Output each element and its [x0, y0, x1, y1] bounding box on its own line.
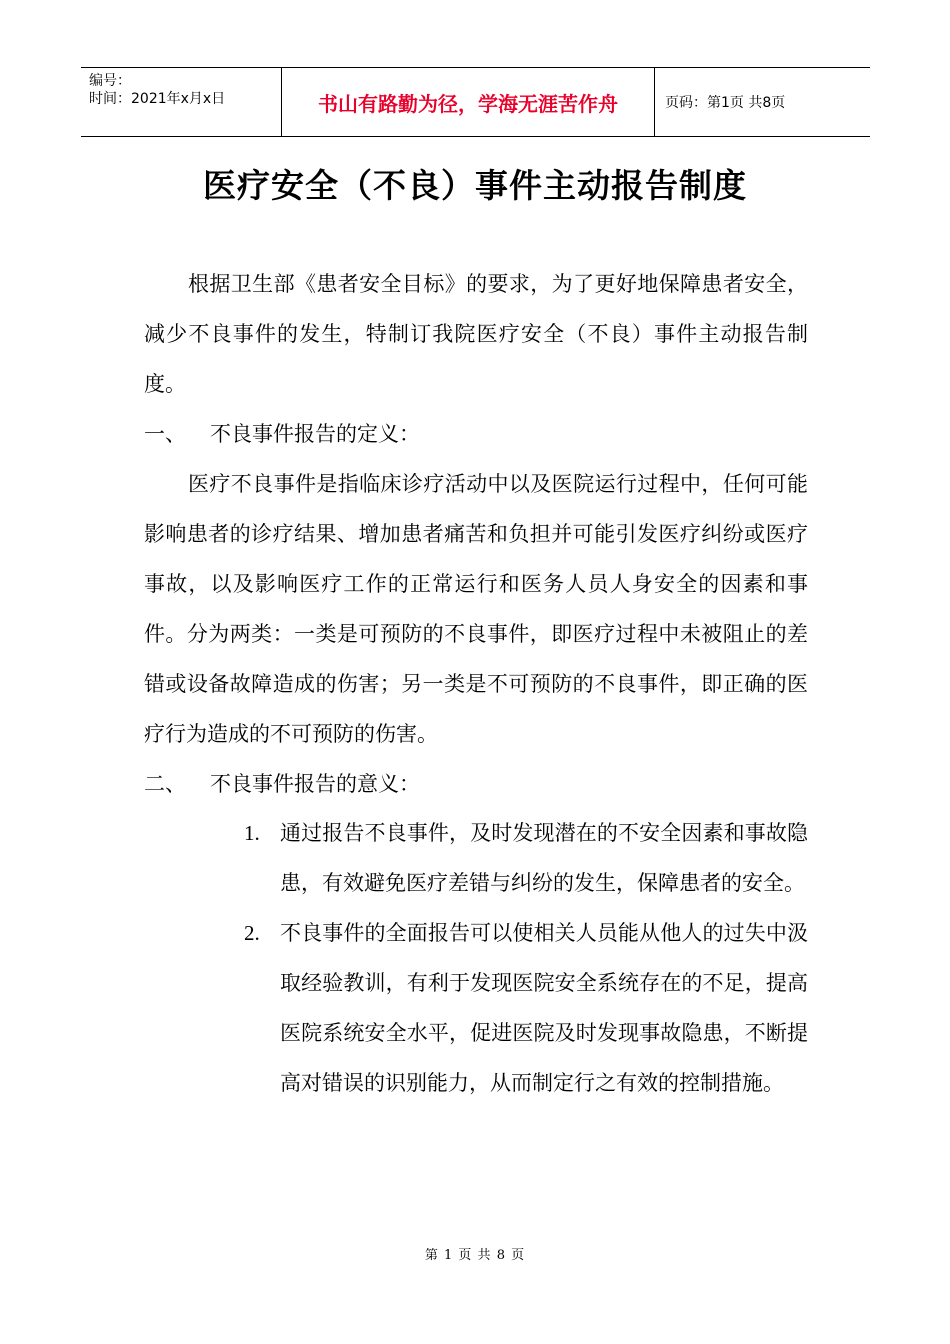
header-motto: 书山有路勤为径，学海无涯苦作舟: [282, 68, 655, 136]
document-title: 医疗安全（不良）事件主动报告制度: [203, 166, 747, 205]
document-time-label: 时间：2021年x月x日: [89, 91, 226, 107]
section-1-paragraph: 医疗不良事件是指临床诊疗活动中以及医院运行过程中，任何可能影响患者的诊疗结果、增加患者痛苦和负担并可能引发医疗纠纷或医疗事故，以及影响医疗工作的正常运行和医务人员人身安全的因素和事件。分为两类：一类是可预防的不良事件，即医疗过程中未被阻止的差错或设备故障造成的伤害；另一类是不可预防的不良事件，即正确的医疗行为造成的不可预防的伤害。: [144, 472, 808, 746]
header-page-info: 页码：第1页 共8页: [665, 95, 786, 111]
list-item: [244, 908, 808, 1108]
section-1-number: 一、: [144, 422, 186, 446]
document-number-label: 编号：: [89, 73, 131, 89]
list-item-number: 2.: [244, 921, 260, 945]
list-item: [244, 808, 808, 908]
intro-paragraph: 根据卫生部《患者安全目标》的要求，为了更好地保障患者安全，减少不良事件的发生，特制订我院医疗安全（不良）事件主动报告制度。: [144, 272, 808, 396]
section-1-heading: [144, 409, 808, 459]
page-header: [81, 67, 870, 137]
section-2-heading: [144, 759, 808, 809]
header-meta: [81, 68, 282, 136]
list-item-text: 不良事件的全面报告可以使相关人员能从他人的过失中汲取经验教训，有利于发现医院安全系统存在的不足，提高医院系统安全水平，促进医院及时发现事故隐患，不断提高对错误的识别能力，从而制定行之有效的控制措施。: [280, 921, 808, 1095]
section-1-title: 不良事件报告的定义：: [210, 422, 420, 446]
section-2-number: 二、: [144, 772, 186, 796]
section-2-title: 不良事件报告的意义：: [210, 772, 420, 796]
list-item-number: 1.: [244, 821, 260, 845]
list-item-text: 通过报告不良事件，及时发现潜在的不安全因素和事故隐患，有效避免医疗差错与纠纷的发生，保障患者的安全。: [280, 821, 808, 895]
document-body: [144, 259, 808, 809]
page-footer: 第 1 页 共 8 页: [424, 1248, 526, 1263]
significance-list: [244, 808, 808, 1108]
